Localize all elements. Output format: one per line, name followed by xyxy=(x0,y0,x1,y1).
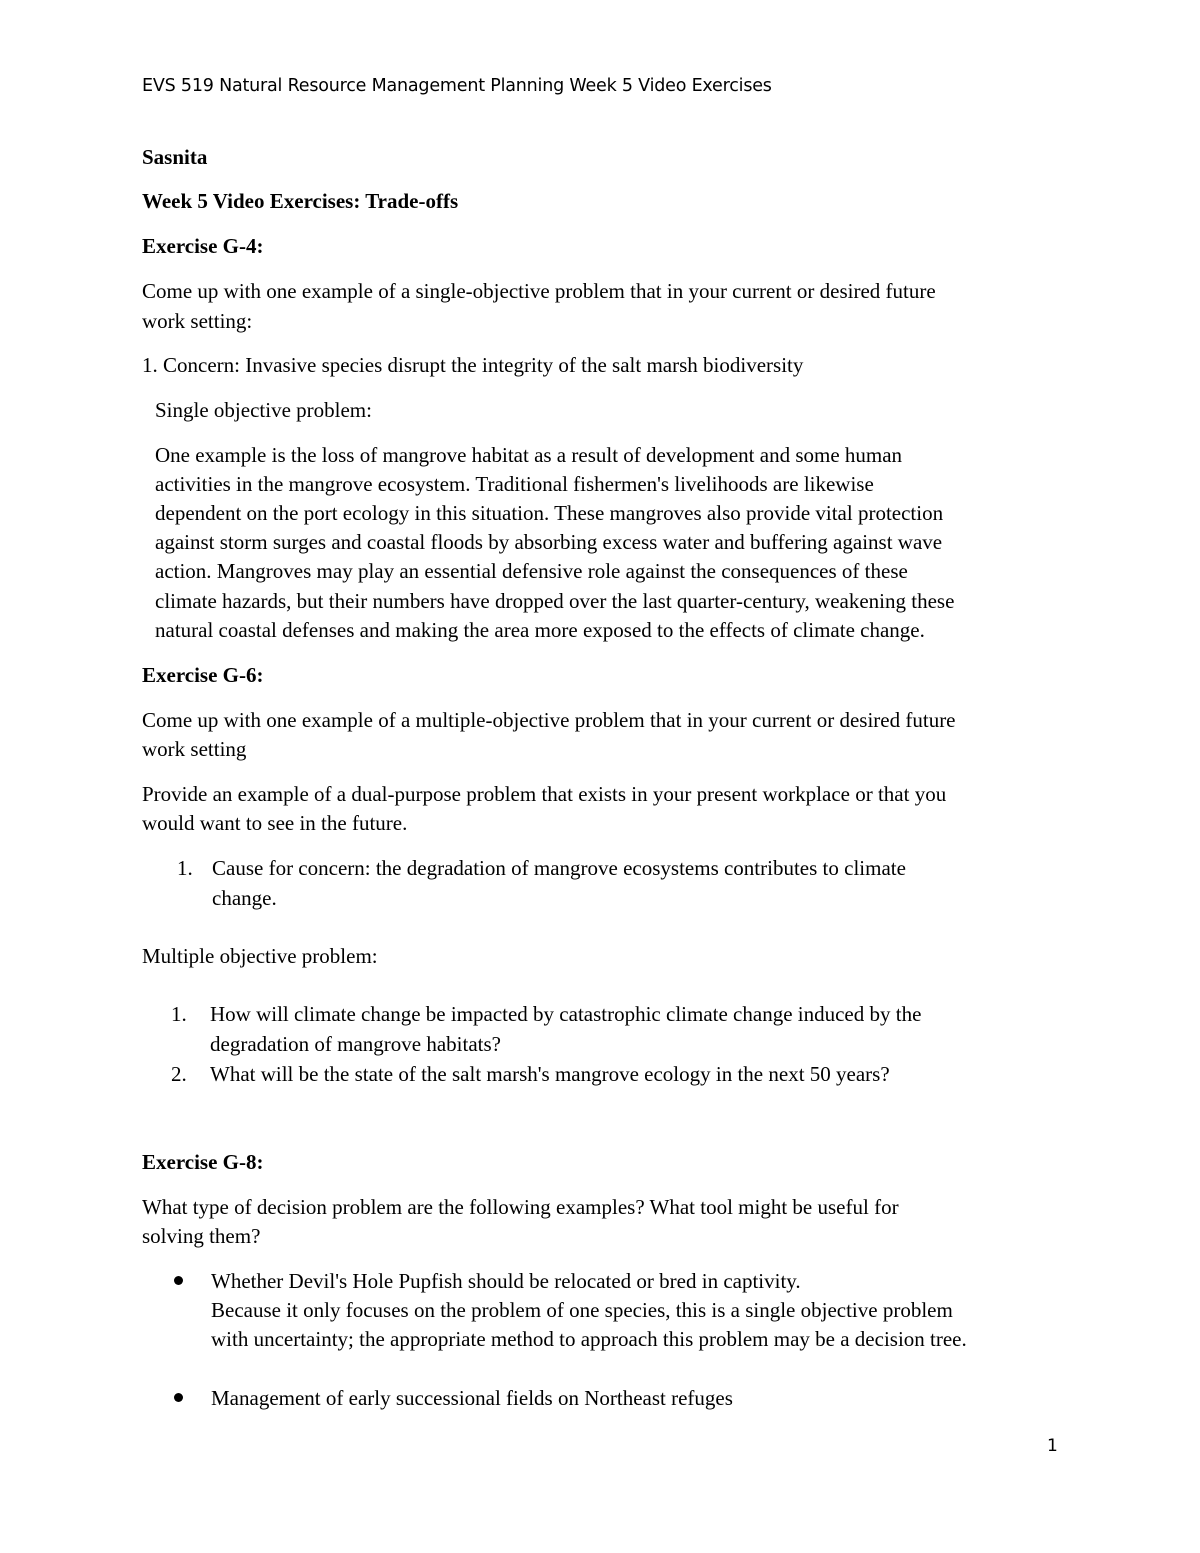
g4-paragraph-line: against storm surges and coastal floods by absorbing excess water and buffering against wave xyxy=(155,530,943,554)
g6-question-1-line-1: How will climate change be impacted by catastrophic climate change induced by the xyxy=(210,1002,922,1026)
g8-bullet-2-line-1: Management of early successional fields on Northeast refuges xyxy=(211,1386,733,1410)
document-title: Week 5 Video Exercises: Trade-offs xyxy=(142,189,459,213)
g8-prompt-line-2: solving them? xyxy=(142,1224,261,1248)
g4-paragraph-line: action. Mangroves may play an essential defensive role against the consequences of these xyxy=(155,559,908,583)
page-header: EVS 519 Natural Resource Management Planning Week 5 Video Exercises xyxy=(142,76,772,96)
g6-prompt-line-2: work setting xyxy=(142,737,247,761)
g6-multiple-objective-heading: Multiple objective problem: xyxy=(142,944,378,968)
g8-prompt-line-1: What type of decision problem are the following examples? What tool might be useful for xyxy=(142,1195,899,1219)
g6-question-2: What will be the state of the salt marsh's mangrove ecology in the next 50 years? xyxy=(210,1062,890,1086)
g4-prompt-line-1: Come up with one example of a single-objective problem that in your current or desired future xyxy=(142,279,936,303)
g4-paragraph-line: dependent on the port ecology in this situation. These mangroves also provide vital protection xyxy=(155,501,944,525)
g4-single-objective-heading: Single objective problem: xyxy=(155,398,372,422)
g4-paragraph-line: natural coastal defenses and making the area more exposed to the effects of climate change. xyxy=(155,618,925,642)
bullet-icon xyxy=(174,1393,183,1402)
author-name: Sasnita xyxy=(142,145,208,169)
g4-concern: 1. Concern: Invasive species disrupt the integrity of the salt marsh biodiversity xyxy=(142,353,804,377)
g8-bullet-1-line-2: Because it only focuses on the problem of one species, this is a single objective problem xyxy=(211,1298,953,1322)
g8-bullet-1-line-3: with uncertainty; the appropriate method to approach this problem may be a decision tree. xyxy=(211,1327,967,1351)
g4-paragraph-line: climate hazards, but their numbers have dropped over the last quarter-century, weakening these xyxy=(155,589,955,613)
list-number: 1. xyxy=(171,1002,187,1026)
g6-item-1-line-2: change. xyxy=(212,886,277,910)
g6-provide-line-1: Provide an example of a dual-purpose problem that exists in your present workplace or that you xyxy=(142,782,947,806)
exercise-g8-heading: Exercise G-8: xyxy=(142,1150,264,1174)
g4-paragraph-line: One example is the loss of mangrove habitat as a result of development and some human xyxy=(155,443,903,467)
g8-bullet-1-line-1: Whether Devil's Hole Pupfish should be relocated or bred in captivity. xyxy=(211,1269,801,1293)
exercise-g4-heading: Exercise G-4: xyxy=(142,234,264,258)
g6-prompt-line-1: Come up with one example of a multiple-objective problem that in your current or desired future xyxy=(142,708,956,732)
bullet-icon xyxy=(174,1276,183,1285)
page-number: 1 xyxy=(1047,1436,1058,1456)
list-number: 2. xyxy=(171,1062,187,1086)
g6-question-1-line-2: degradation of mangrove habitats? xyxy=(210,1032,501,1056)
g6-item-1-line-1: Cause for concern: the degradation of mangrove ecosystems contributes to climate xyxy=(212,856,906,880)
exercise-g6-heading: Exercise G-6: xyxy=(142,663,264,687)
g6-provide-line-2: would want to see in the future. xyxy=(142,811,408,835)
list-number: 1. xyxy=(177,856,193,880)
g4-paragraph-line: activities in the mangrove ecosystem. Traditional fishermen's livelihoods are likewise xyxy=(155,472,874,496)
g4-prompt-line-2: work setting: xyxy=(142,309,253,333)
